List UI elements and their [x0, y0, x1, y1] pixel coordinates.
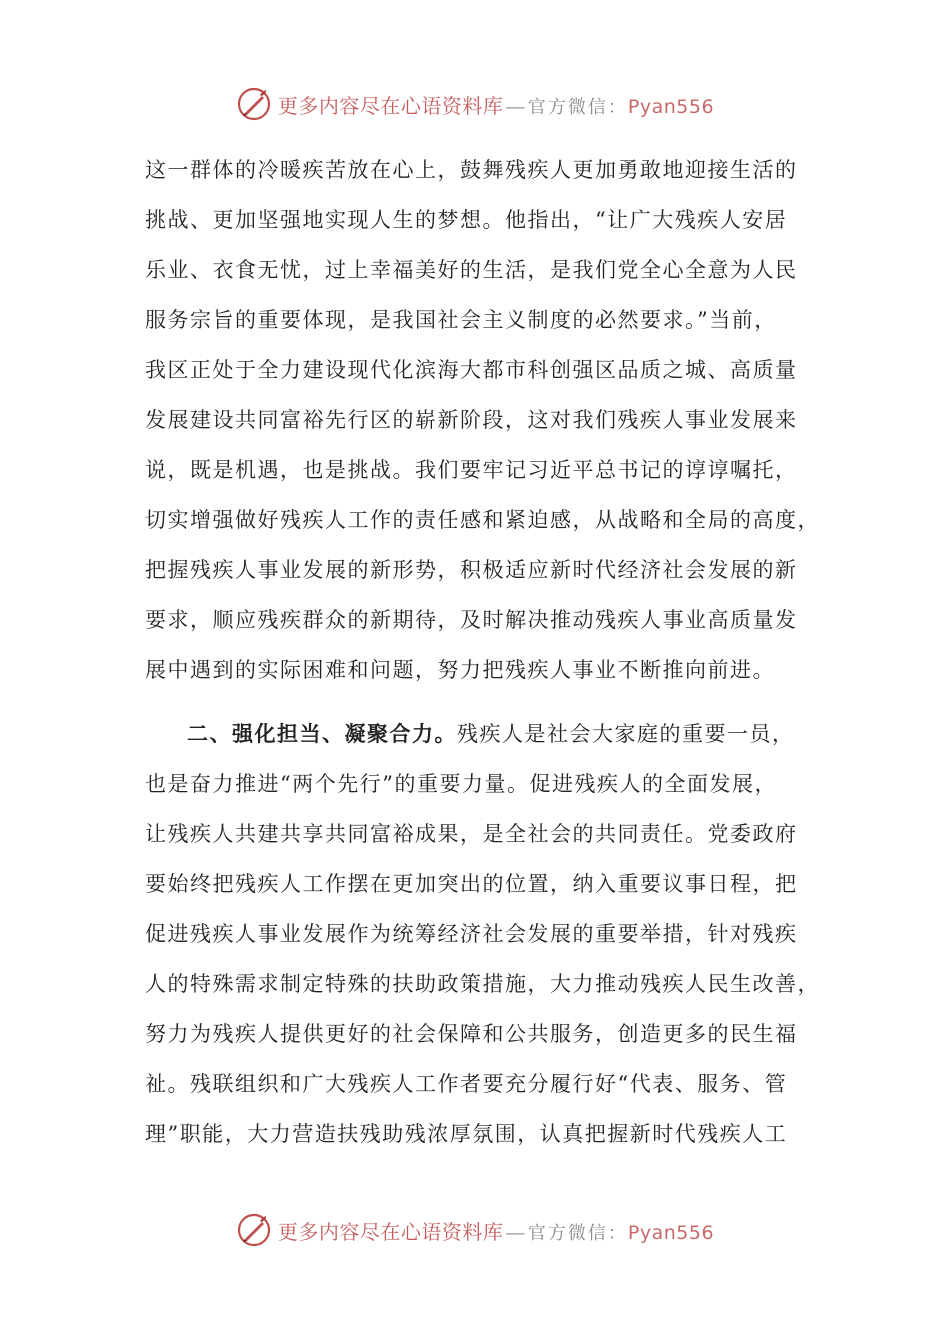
- text-line: 切实增强做好残疾人工作的责任感和紧迫感，从战略和全局的高度，: [145, 508, 820, 532]
- paragraph-2: [145, 709, 820, 1159]
- text-line: 乐业、衣食无忧，过上幸福美好的生活，是我们党全心全意为人民: [145, 258, 798, 282]
- text-line: 我区正处于全力建设现代化滨海大都市科创强区品质之城、高质量: [145, 358, 798, 382]
- watermark-wechat-label: 官方微信：: [527, 1222, 628, 1244]
- watermark-text: [278, 1216, 714, 1245]
- text-line: 挑战、更加坚强地实现人生的梦想。他指出，“让广大残疾人安居: [145, 208, 788, 232]
- document-body: [145, 145, 820, 1159]
- paragraph-gap: [145, 695, 815, 709]
- text-line: 理”职能，大力营造扶残助残浓厚氛围，认真把握新时代残疾人工: [145, 1122, 788, 1146]
- text-line-first: [145, 709, 815, 759]
- watermark-text: [278, 90, 714, 119]
- watermark-main: 更多内容尽在心语资料库: [277, 93, 504, 118]
- watermark-main: 更多内容尽在心语资料库: [277, 1219, 504, 1244]
- footer-watermark: [0, 1210, 950, 1250]
- text-line: 把握残疾人事业发展的新形势，积极适应新时代经济社会发展的新: [145, 558, 798, 582]
- section-heading: 二、强化担当、凝聚合力。: [187, 721, 457, 746]
- watermark-wechat-id: Pyan556: [627, 95, 715, 118]
- text-line: 服务宗旨的重要体现，是我国社会主义制度的必然要求。”当前，: [145, 308, 777, 332]
- watermark-separator: —: [505, 93, 526, 118]
- text-line: 要求，顺应残疾群众的新期待，及时解决推动残疾人事业高质量发: [145, 608, 798, 632]
- text-line: 展中遇到的实际困难和问题，努力把残疾人事业不断推向前进。: [145, 658, 775, 682]
- text-line: 要始终把残疾人工作摆在更加突出的位置，纳入重要议事日程，把: [145, 872, 798, 896]
- text-line: 说，既是机遇，也是挑战。我们要牢记习近平总书记的谆谆嘱托，: [145, 458, 798, 482]
- text-line: 发展建设共同富裕先行区的崭新阶段，这对我们残疾人事业发展来: [145, 408, 798, 432]
- text-line: 人的特殊需求制定特殊的扶助政策措施，大力推动残疾人民生改善，: [145, 972, 820, 996]
- text-line-rest: 残疾人是社会大家庭的重要一员，: [457, 722, 795, 746]
- text-line: 促进残疾人事业发展作为统筹经济社会发展的重要举措，针对残疾: [145, 922, 798, 946]
- text-line: 祉。残联组织和广大残疾人工作者要充分履行好“代表、服务、管: [145, 1072, 788, 1096]
- text-line: 让残疾人共建共享共同富裕成果，是全社会的共同责任。党委政府: [145, 822, 798, 846]
- watermark-wechat-id: Pyan556: [627, 1221, 715, 1244]
- quill-logo-icon: [236, 86, 272, 122]
- text-line: 努力为残疾人提供更好的社会保障和公共服务，创造更多的民生福: [145, 1022, 798, 1046]
- watermark-separator: —: [505, 1219, 526, 1244]
- paragraph-1: [145, 145, 820, 695]
- header-watermark: [0, 84, 950, 124]
- watermark-wechat-label: 官方微信：: [527, 96, 628, 118]
- text-line: 也是奋力推进“两个先行”的重要力量。促进残疾人的全面发展，: [145, 772, 777, 796]
- text-line: 这一群体的冷暖疾苦放在心上，鼓舞残疾人更加勇敢地迎接生活的: [145, 158, 798, 182]
- quill-logo-icon: [236, 1212, 272, 1248]
